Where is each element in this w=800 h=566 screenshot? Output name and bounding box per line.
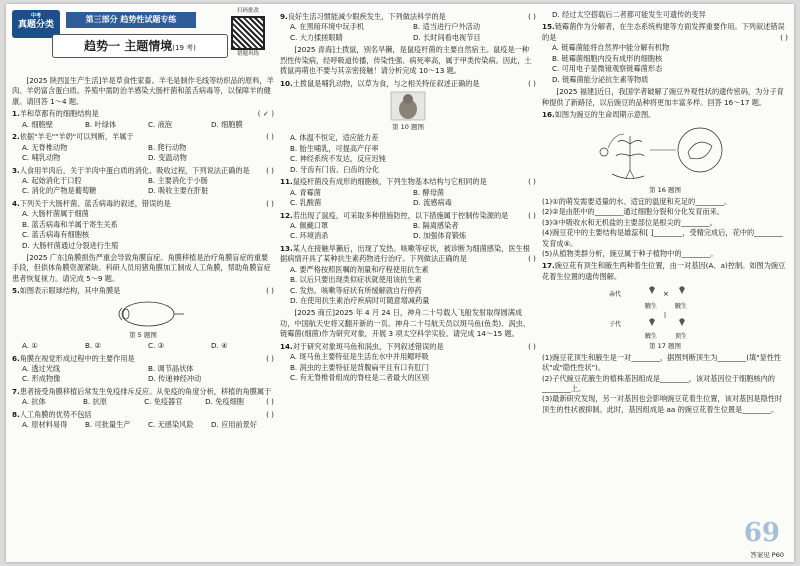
- question-10: [280, 79, 536, 176]
- q1-opt-d: D. 细胞膜: [211, 119, 243, 129]
- qr-top-label: 扫码批改: [236, 8, 259, 14]
- answer-reference: 答案见 P60: [750, 551, 784, 559]
- q3-opt-c: C. 消化的产物是葡萄糖: [22, 186, 97, 196]
- q3-bracket: ( ): [266, 165, 274, 175]
- q10-stem: 土拨鼠是哺乳动物，以草为食，与之相关特征叙述正确的是: [292, 78, 480, 88]
- q9-num: 9.: [280, 12, 288, 21]
- q14-bracket: ( ): [528, 341, 536, 351]
- q17-part-3: (3)最新研究发现，另一对基因也会影响豌豆花着生位置，该对基因是隐性时顶生的性状被抑制。此时，基因组成是 aa 的豌豆花着生位置是________。: [542, 394, 783, 414]
- q7-opt-b: B. 抗原: [83, 397, 107, 407]
- q6-num: 6.: [12, 353, 20, 363]
- question-2: [12, 132, 274, 163]
- q14-num: 14.: [280, 341, 293, 351]
- q11-bracket: ( ): [528, 177, 536, 187]
- q12-opt-d: D. 加强体育锻炼: [413, 231, 467, 241]
- q4-stem: 下列关于大肠杆菌、蓝舌病毒的叙述，错误的是: [19, 198, 171, 208]
- question-13: [280, 244, 536, 307]
- q6-opt-b: B. 调节晶状体: [148, 364, 194, 374]
- q10-opt-c: C. 神经系统不发达，反应迟钝: [290, 154, 386, 164]
- q10-opt-a: A. 体温不恒定，适应能力差: [290, 133, 379, 143]
- q5-opt-c: C. ③: [148, 341, 165, 351]
- intro-16-17: [2025 福建]近日，我国学者破解了豌豆外观性状的遗传密码，为分子育种提供了新路径，以后豌豆的品种将更加丰富多样。回答 16～17 题。: [542, 87, 784, 107]
- cross-child-label: 子代: [609, 321, 622, 329]
- q7-opt-a: A. 抗体: [22, 397, 46, 407]
- q6-opt-c: C. 形成物像: [22, 374, 61, 384]
- q11-opt-d: D. 流感病毒: [413, 198, 452, 208]
- q14-opt-c: C. 有无脊椎骨组成的脊柱是二者最大的区别: [290, 373, 429, 383]
- q15-opt-a: A. 链霉菌能将自然界中能分解有机物: [552, 43, 670, 53]
- q3-num: 3.: [12, 165, 20, 175]
- intro-1-4: [2025 陕西][生产生活]羊是草食性家畜。羊毛是制作毛线等纺织品的原料，羊肉、羊奶富含蛋白质。养殖中需防治羊感染大肠杆菌和蓝舌病毒等，以保障羊的健康。请回答 1～4 题。: [12, 76, 274, 106]
- question-5: [12, 286, 274, 351]
- q2-opt-c: C. 哺乳动物: [22, 153, 61, 163]
- q8-opt-a: A. 原材料易得: [22, 420, 68, 430]
- q14-stem: 对于研究对象斑马鱼和涡虫，下列叙述错误的是: [292, 341, 444, 351]
- q13-opt-c: C. 发热、咳嗽等症状有所缓解就自行停药: [290, 285, 422, 295]
- pea-lifecycle-figure: [590, 122, 740, 184]
- qr-code-icon[interactable]: [231, 16, 265, 50]
- q7-opt-d: D. 免疫细胞: [205, 397, 244, 407]
- question-9: [280, 12, 536, 43]
- cross-parent-label: 亲代: [609, 291, 622, 299]
- q13-opt-d: D. 在使用抗生素治疗疾病时可随意增减药量: [290, 296, 430, 306]
- trend-count: (19 考): [172, 44, 196, 52]
- q8-num: 8.: [12, 409, 20, 419]
- q17-num: 17.: [542, 261, 555, 271]
- q6-stem: 角膜在视觉形成过程中的主要作用是: [19, 353, 135, 363]
- q2-opt-b: B. 爬行动物: [148, 142, 187, 152]
- q1-bracket: ( ✓ ): [257, 109, 274, 119]
- q1-opt-a: A. 细胞壁: [22, 119, 53, 129]
- question-14: [280, 342, 536, 384]
- intro-14-15: [2025 商丘]2025 年 4 月 24 日，神舟二十号载人飞船发射取得圆满成功，中国航天史将又翻开新的一页。神舟二十号航天员以斑马鱼(鱼类)、涡虫、链霉菌(细菌)作为研究对象，开展 3 项太空科学实验。请完成 14～15 题。: [280, 308, 530, 339]
- q16-stem: 如图为豌豆的生命周期示意图。: [554, 109, 656, 119]
- q6-opt-d: D. 传递神经冲动: [148, 374, 202, 384]
- q3-opt-b: B. 主要消化于小肠: [148, 175, 208, 185]
- cross-times: ×: [663, 290, 669, 299]
- q16-num: 16.: [542, 109, 555, 119]
- qr-code[interactable]: [226, 8, 270, 68]
- section-title: [52, 34, 228, 58]
- q1-num: 1.: [12, 109, 20, 119]
- q8-opt-b: B. 可批量生产: [85, 420, 131, 430]
- q4-opt-b: B. 蓝舌病毒和羊属于寄生关系: [22, 219, 118, 229]
- q13-opt-a: A. 要严格按照医嘱的剂量和疗程使用抗生素: [290, 264, 429, 274]
- question-11: [280, 177, 536, 208]
- marmot-figure: [390, 91, 426, 121]
- q9-stem: 良好生活习惯能减少眼疾发生，下列做法科学的是: [287, 12, 446, 21]
- q12-opt-c: C. 环境消杀: [290, 231, 329, 241]
- question-12: [280, 211, 536, 242]
- q15-opt-b: B. 链霉菌细胞内没有成形的细胞核: [552, 53, 663, 63]
- q16-part-3: (3)③中吸收水和无机盐的主要部位是根尖的________。: [542, 217, 717, 227]
- brand-text: 真题分类: [17, 20, 54, 30]
- q3-opt-a: A. 起始消化于口腔: [22, 175, 82, 185]
- q9-opt-b: B. 适当进行户外活动: [413, 22, 481, 32]
- cross-child-axil: 腋生: [645, 333, 658, 341]
- column-right: [542, 10, 788, 562]
- q11-opt-c: C. 乳酸菌: [290, 198, 322, 208]
- q14-opt-d: D. 经过太空搭载后二者都可能发生可遗传的变异: [552, 10, 706, 19]
- q1-stem: 羊和草都有的细胞结构是: [19, 109, 99, 119]
- q15-opt-d: D. 链霉菌能分泌抗生素等物质: [552, 74, 649, 84]
- q12-bracket: ( ): [528, 210, 536, 220]
- intro-10-13: [2025 青海]土拨鼠，别名旱獭，是鼠疫杆菌的主要自然宿主。鼠疫是一种烈性传染病，经呼吸道传播，传染性强、病死率高，属于甲类传染病。因此，土拨鼠再萌也不要与其亲密接触！请分析完成 10～13 题。: [280, 45, 532, 76]
- q3-opt-d: D. 吸收主要在肝脏: [148, 186, 209, 196]
- q8-bracket: ( ): [266, 409, 274, 419]
- column-left: [12, 4, 274, 562]
- q9-opt-a: A. 在黑暗环境中玩手机: [290, 22, 365, 32]
- q11-opt-b: B. 酵母菌: [413, 187, 445, 197]
- intro-5-9: [2025 广东]角膜损伤严重会导致角膜盲症。角膜移植是治疗角膜盲症的重要手段，但供体角膜资源紧缺。科研人员用猪角膜加工制成人工角膜，帮助角膜盲症患者恢复视力。请完成 5～9 题。: [12, 253, 271, 283]
- q15-opt-c: C. 可用电子显微镜观察链霉菌形态: [552, 64, 663, 74]
- brand-sub: 中考: [30, 13, 41, 19]
- q16-part-5: (5)从植物类群分析，豌豆属于种子植物中的________。: [542, 248, 718, 258]
- q4-bracket: ( ): [266, 198, 274, 208]
- q6-opt-a: A. 透过光线: [22, 364, 61, 374]
- part-banner: 第三部分 趋势性试题专练: [66, 12, 196, 28]
- q5-num: 5.: [12, 286, 20, 296]
- q7-bracket: ( ): [266, 397, 274, 407]
- q11-opt-a: A. 青霉菌: [290, 187, 321, 197]
- q13-opt-b: B. 以后只要出现类似症状就使用该抗生素: [290, 275, 422, 285]
- q5-bracket: ( ): [266, 286, 274, 296]
- q12-stem: 若出现了鼠疫，可采取多种措施防控，以下措施属于控制传染源的是: [292, 210, 509, 220]
- q7-stem: 患者接受角膜移植后常发生免疫排斥反应。从免疫的角度分析，移植的角膜属于: [19, 386, 272, 396]
- q8-opt-d: D. 应用前景好: [211, 420, 258, 430]
- q4-opt-d: D. 大肠杆菌通过分裂进行生殖: [22, 240, 119, 250]
- qr-bottom-label: 错题巩练: [236, 51, 259, 57]
- question-7: [12, 387, 274, 408]
- question-17: [542, 261, 788, 415]
- q13-num: 13.: [280, 243, 293, 253]
- q1-opt-b: B. 叶绿体: [85, 119, 117, 129]
- q15-num: 15.: [542, 22, 555, 32]
- cross-child-top: 顶生: [675, 333, 688, 341]
- q12-num: 12.: [280, 210, 293, 220]
- q16-part-2: (2)②是由胚中的________通过细胞分裂和分化发育而来。: [542, 207, 724, 217]
- trend-title: 趋势一 主题情境: [84, 39, 173, 53]
- q10-opt-d: D. 牙齿有门齿、臼齿的分化: [290, 164, 380, 174]
- q8-opt-c: C. 无感染风险: [148, 420, 194, 430]
- q2-stem: 依据"羊毛""羊奶"可以判断，羊属于: [19, 132, 134, 142]
- q7-num: 7.: [12, 386, 20, 396]
- cross-parent-axil-1: 腋生: [645, 303, 658, 311]
- q2-opt-d: D. 变温动物: [148, 153, 187, 163]
- question-3: [12, 166, 274, 197]
- question-8: [12, 410, 274, 431]
- question-16: [542, 110, 788, 259]
- q2-num: 2.: [12, 132, 20, 142]
- q5-opt-b: B. ②: [85, 341, 101, 351]
- q2-bracket: ( ): [266, 132, 274, 142]
- q2-opt-a: A. 无脊椎动物: [22, 142, 68, 152]
- page-header: [12, 4, 274, 74]
- q4-opt-c: C. 蓝舌病毒有细胞核: [22, 230, 90, 240]
- q5-opt-a: A. ①: [22, 341, 38, 351]
- q12-opt-a: A. 佩戴口罩: [290, 220, 329, 230]
- q15-stem: 链霉菌作为分解者，在生态系统构建等方面发挥重要作用。下列叙述错误的是: [542, 22, 785, 42]
- eye-structure-figure: [98, 299, 188, 329]
- question-15: [542, 22, 788, 85]
- page-number: 69: [743, 518, 780, 548]
- q8-stem: 人工角膜的优势不包括: [19, 409, 92, 419]
- q9-bracket: ( ): [528, 12, 536, 21]
- q6-bracket: ( ): [266, 353, 274, 363]
- q17-part-1: (1)豌豆花顶生和腋生是一对________，据图判断顶生为________(填"显性性状"或"隐性性状")。: [542, 352, 782, 373]
- q16-part-4: (4)豌豆花中的主要结构是雄蕊和[ ]________，受精完成后，花中的________发育成⑤。: [542, 228, 783, 248]
- fig10-caption: 第 10 题图: [392, 123, 424, 132]
- q7-opt-c: C. 免疫器官: [144, 397, 183, 407]
- q12-opt-b: B. 隔离感染者: [413, 220, 459, 230]
- q10-num: 10.: [280, 78, 293, 88]
- column-middle: [280, 10, 536, 562]
- q13-stem: 某人在接触旱獭后，出现了发热、咳嗽等症状，被诊断为细菌感染，医生根据病情开具了某种抗生素药物进行治疗。下列做法正确的是: [280, 243, 530, 264]
- question-6: [12, 354, 274, 385]
- q4-opt-a: A. 大肠杆菌属于细菌: [22, 209, 89, 219]
- q14-opt-a: A. 斑马鱼主要特征是生活在水中并用鳃呼吸: [290, 352, 429, 362]
- q4-num: 4.: [12, 198, 20, 208]
- fig17-caption: 第 17 题图: [649, 342, 681, 351]
- q5-stem: 如图表示眼球结构，其中角膜是: [19, 286, 121, 296]
- q1-opt-c: C. 液泡: [148, 119, 172, 129]
- fig16-caption: 第 16 题图: [649, 186, 681, 195]
- q16-part-1: (1)①的萌发需要适量的水、适宜的温度和充足的________。: [542, 196, 732, 206]
- q9-opt-d: D. 长时间看电视节目: [413, 32, 481, 42]
- q17-stem: 豌豆花有顶生和腋生两种着生位置，由一对基因(A、a)控制。如图为豌豆花着生位置的遗传图解。: [542, 261, 786, 281]
- q11-num: 11.: [280, 177, 293, 187]
- q10-opt-b: B. 胎生哺乳，可提高产仔率: [290, 143, 379, 153]
- question-4: [12, 199, 274, 251]
- q5-opt-d: D. ④: [211, 341, 228, 351]
- q17-part-2: (2)子代豌豆花腋生的植株基因组成是________，该对基因位于细胞核内的________上。: [542, 373, 775, 394]
- q3-stem: 人食用羊肉后，关于羊肉中蛋白质的消化、吸收过程，下列说法正确的是: [19, 165, 250, 175]
- fig5-caption: 第 5 题图: [129, 330, 157, 339]
- q10-bracket: ( ): [528, 78, 536, 88]
- cross-parent-axil-2: 腋生: [675, 303, 688, 311]
- genetic-cross-figure: [605, 284, 725, 340]
- q13-bracket: ( ): [528, 254, 536, 264]
- q9-opt-c: C. 大力揉搓眼睛: [290, 32, 343, 42]
- workbook-page: [6, 4, 794, 562]
- q14-opt-b: B. 涡虫的主要特征是背腹扁平且有口有肛门: [290, 362, 429, 372]
- question-1: [12, 109, 274, 130]
- q15-bracket: ( ): [780, 32, 788, 42]
- q11-stem: 鼠疫杆菌没有成形的细胞核，下列生物基本结构与它相同的是: [292, 177, 487, 187]
